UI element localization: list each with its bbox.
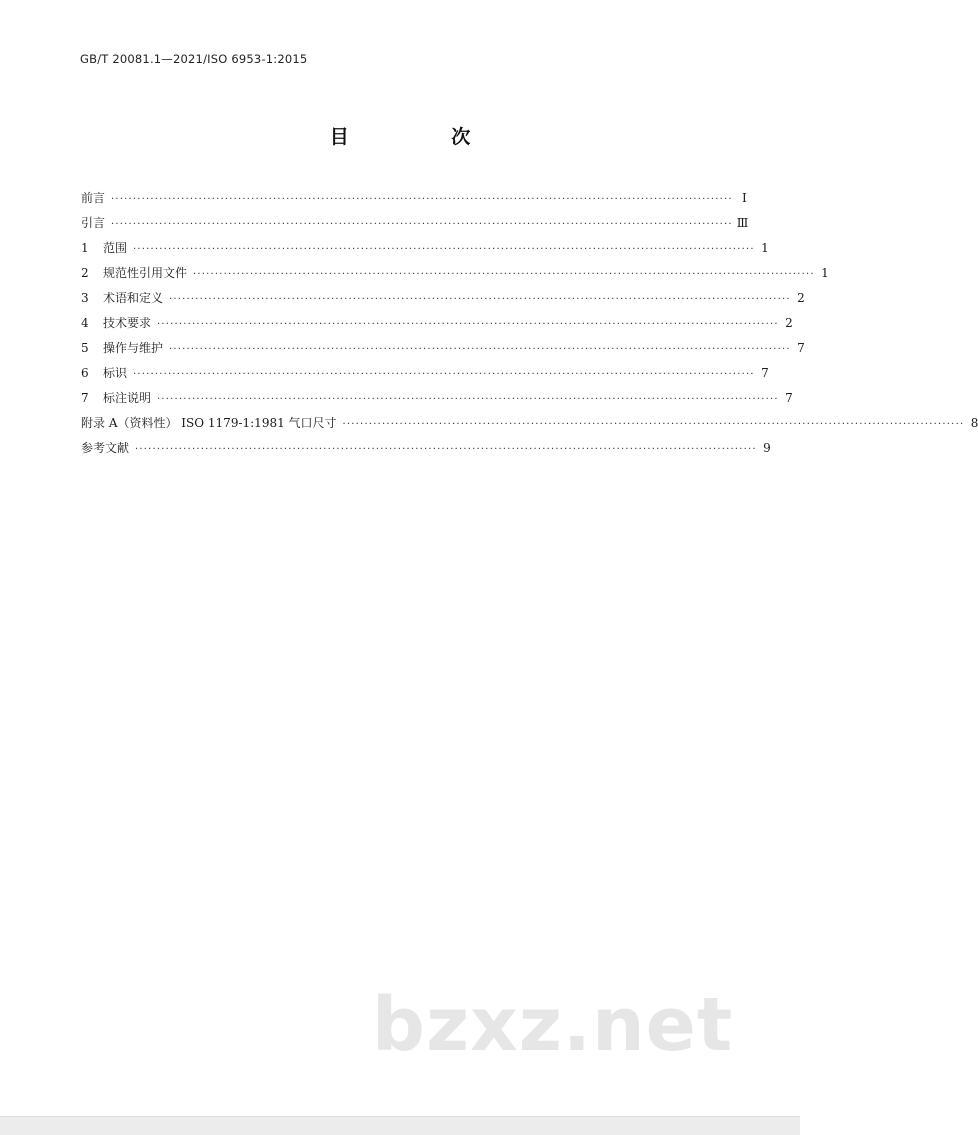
toc-entry-label: 标注说明 [103,391,152,405]
toc-leader-dots: ·············································································································································· [169,294,791,305]
toc-entry-page: 7 [797,341,805,355]
toc-entry-number: 2 [81,266,89,280]
toc-entry-page: 7 [785,391,793,405]
toc-entry-technical-requirements[interactable] [81,311,793,336]
toc-entry-label: 附录 A（资料性） ISO 1179-1:1981 气口尺寸 [81,416,337,430]
toc-leader-dots: ·············································································································································· [135,444,757,455]
toc-entry-page: 1 [821,266,829,280]
toc-entry-number: 3 [81,291,89,305]
toc-entry-label: 范围 [103,241,128,255]
toc-entry-annex-a[interactable] [81,411,978,436]
toc-leader-dots: ·············································································································································· [157,319,779,330]
toc-entry-marking[interactable] [81,361,769,386]
toc-entry-page: 7 [761,366,769,380]
toc-entry-page: 1 [761,241,769,255]
toc-entry-bibliography[interactable] [81,436,771,461]
toc-leader-dots: ·············································································································································· [111,194,733,205]
toc-entry-identification-statement[interactable] [81,386,793,411]
toc-entry-label: 标识 [103,366,128,380]
toc-entry-introduction[interactable] [81,211,749,236]
toc-entry-page: 9 [763,441,771,455]
toc-entry-label: 操作与维护 [103,341,164,355]
table-of-contents [81,186,978,461]
toc-entry-page: Ⅰ [742,191,747,205]
toc-entry-scope[interactable] [81,236,769,261]
watermark-text: bzxz.net [372,982,734,1068]
toc-entry-terms[interactable] [81,286,805,311]
toc-leader-dots: ·············································································································································· [193,269,815,280]
toc-entry-number: 5 [81,341,89,355]
toc-title: 目 次 [329,126,519,148]
toc-entry-label: 引言 [81,216,106,230]
standard-code-header: GB/T 20081.1—2021/ISO 6953-1:2015 [80,52,308,66]
toc-entry-page: 2 [797,291,805,305]
toc-entry-number: 1 [81,241,89,255]
toc-entry-number: 6 [81,366,89,380]
toc-entry-label: 规范性引用文件 [103,266,188,280]
toc-entry-normative-references[interactable] [81,261,829,286]
toc-entry-foreword[interactable] [81,186,747,211]
toc-leader-dots: ·············································································································································· [111,219,733,230]
toc-entry-label: 前言 [81,191,106,205]
toc-entry-number: 4 [81,316,89,330]
toc-entry-page: Ⅲ [736,216,749,230]
toc-leader-dots: ·············································································································································· [133,244,755,255]
toc-entry-label: 技术要求 [103,316,152,330]
toc-entry-operation-maintenance[interactable] [81,336,805,361]
toc-leader-dots: ·············································································································································· [157,394,779,405]
toc-leader-dots: ·············································································································································· [342,419,965,430]
toc-entry-page: 8 [970,416,978,430]
toc-entry-number: 7 [81,391,89,405]
toc-entry-label: 术语和定义 [103,291,164,305]
toc-leader-dots: ·············································································································································· [133,369,755,380]
toc-leader-dots: ·············································································································································· [169,344,791,355]
toc-entry-page: 2 [785,316,793,330]
toc-entry-label: 参考文献 [81,441,130,455]
page-bottom-edge [0,1116,800,1135]
